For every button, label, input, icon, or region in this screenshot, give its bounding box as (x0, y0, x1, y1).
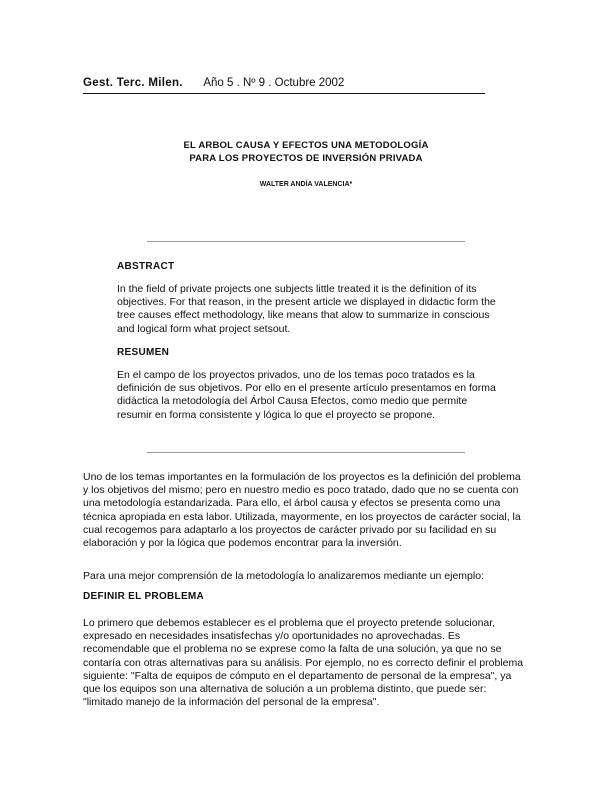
journal-name: Gest. Terc. Milen. (83, 77, 183, 89)
abstract-heading: ABSTRACT (117, 261, 175, 272)
article-title-line-2: PARA LOS PROYECTOS DE INVERSIÓN PRIVADA (189, 153, 423, 164)
abstract-text: In the field of private projects one subjects little treated it is the definition of its objectives. For that reason, in the present article we displayed in didactic form the tree causes effect methodology, like means that alow to summarize in conscious and logical form what project setsout. (117, 283, 496, 335)
running-header (83, 77, 485, 89)
resumen-text: En el campo de los proyectos privados, uno de los temas poco tratados es la definición de sus objetivos. Por ello en el presente artículo presentamos en forma didáctica la metodología del Árbol Causa Efectos, como medio que permite resumir en forma consistente y lógica lo que el proyecto se propone. (117, 369, 496, 421)
intro-paragraph: Uno de los temas importantes en la formulación de los proyectos es la definición del problema y los objetivos del mismo; pero en nuestro medio es poco tratado, dado que no se cuenta con una metodología estandarizada. Para ello, el árbol causa y efectos se presenta como una técnica apropiada en esta labor. Utilizada, mayormente, en los proyectos de carácter social, la cual recogemos para adaptarlo a los proyectos de carácter privado por su facilidad en su elaboración y por la lógica que podemos encontrar para la inversión. (83, 471, 521, 550)
issue-info: Año 5 . Nº 9 . Octubre 2002 (203, 77, 345, 89)
resumen-heading: RESUMEN (117, 347, 170, 358)
header-rule (83, 93, 485, 94)
author-name: WALTER ANDÍA VALENCIA* (259, 181, 353, 188)
divider-bottom (147, 452, 465, 453)
example-intro-paragraph: Para una mejor comprensión de la metodología lo analizaremos mediante un ejemplo: (83, 570, 484, 582)
definir-paragraph: Lo primero que debemos establecer es el problema que el proyecto pretende solucionar, expresado en necesidades insatisfechas y/o oportunidades no aprovechadas. Es recomendable que el problema no se exprese como la falta de una solución, ya que no se contaría con otras alternativas para su análisis. Por ejemplo, no es correcto definir el problema siguiente: "Falta de equipos de cómputo en el departamento de personal de la empresa", ya que los equipos son una alternativa de solución a un problema distinto, que puede ser: "limitado manejo de la información del personal de la empresa". (83, 617, 524, 709)
section-heading-definir: DEFINIR EL PROBLEMA (83, 591, 205, 602)
article-title-line-1: EL ARBOL CAUSA Y EFECTOS UNA METODOLOGÍA (183, 140, 429, 151)
divider-top (147, 241, 465, 242)
